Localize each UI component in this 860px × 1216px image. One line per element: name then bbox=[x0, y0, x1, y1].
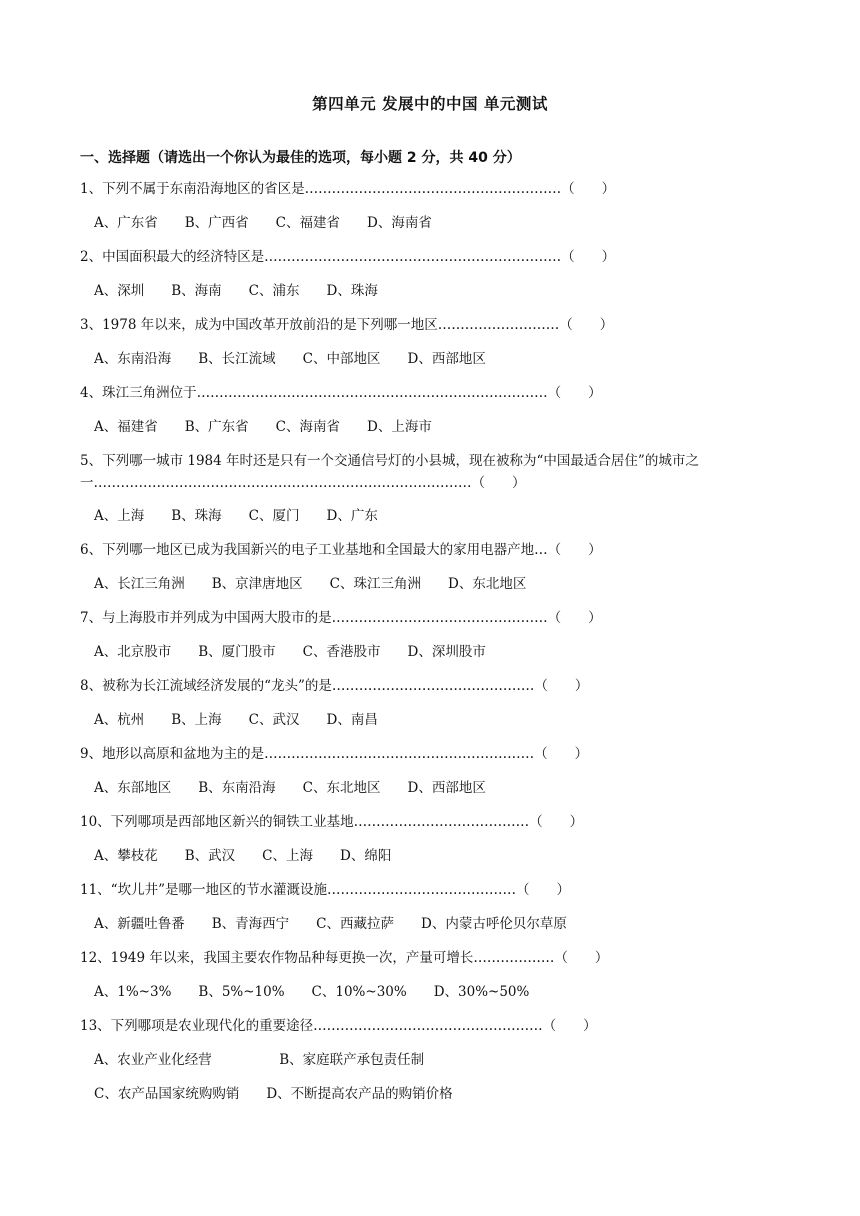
question-options: A、杭州 B、上海 C、武汉 D、南昌 bbox=[94, 712, 378, 728]
question-options: A、上海 B、珠海 C、厦门 D、广东 bbox=[94, 508, 378, 524]
question-options: A、东部地区 B、东南沿海 C、东北地区 D、西部地区 bbox=[94, 780, 486, 796]
question-options: A、北京股市 B、厦门股市 C、香港股市 D、深圳股市 bbox=[94, 644, 486, 660]
question-options: A、福建省 B、广东省 C、海南省 D、上海市 bbox=[94, 419, 432, 435]
question-text: 3、1978 年以来，成为中国改革开放前沿的是下列哪一地区………………………（ ） bbox=[80, 317, 614, 333]
question-text: 9、地形以高原和盆地为主的是……………………………………………………（ ） bbox=[80, 746, 589, 762]
question-options: A、东南沿海 B、长江流域 C、中部地区 D、西部地区 bbox=[94, 351, 486, 367]
question-text: 11、“坎儿井”是哪一地区的节水灌溉设施……………………………………（ ） bbox=[80, 882, 570, 898]
question-options: C、农产品国家统购购销 D、不断提高农产品的购销价格 bbox=[94, 1086, 453, 1102]
question-text: 7、与上海股市并列成为中国两大股市的是…………………………………………（ ） bbox=[80, 610, 602, 626]
question-options: A、攀枝花 B、武汉 C、上海 D、绵阳 bbox=[94, 848, 392, 864]
question-text: 8、被称为长江流域经济发展的“龙头”的是………………………………………（ ） bbox=[80, 678, 589, 694]
question-text: 6、下列哪一地区已成为我国新兴的电子工业基地和全国最大的家用电器产地…（ ） bbox=[80, 542, 602, 558]
question-options: A、广东省 B、广西省 C、福建省 D、海南省 bbox=[94, 215, 432, 231]
question-text: 2、中国面积最大的经济特区是…………………………………………………………（ ） bbox=[80, 249, 616, 265]
page-title: 第四单元 发展中的中国 单元测试 bbox=[312, 95, 548, 113]
question-text: 10、下列哪项是西部地区新兴的铜铁工业基地…………………………………（ ） bbox=[80, 814, 584, 830]
question-options: A、长江三角洲 B、京津唐地区 C、珠江三角洲 D、东北地区 bbox=[94, 576, 527, 592]
question-text: 12、1949 年以来，我国主要农作物品种每更换一次，产量可增长………………（ ） bbox=[80, 950, 609, 966]
question-text: 1、下列不属于东南沿海地区的省区是…………………………………………………（ ） bbox=[80, 181, 616, 197]
question-text: 4、珠江三角洲位于……………………………………………………………………（ ） bbox=[80, 385, 602, 401]
question-list bbox=[80, 178, 780, 1117]
question-options: A、深圳 B、海南 C、浦东 D、珠海 bbox=[94, 283, 378, 299]
section-heading: 一、选择题（请选出一个你认为最佳的选项，每小题 2 分，共 40 分） bbox=[80, 150, 521, 166]
question-options: A、农业产业化经营 B、家庭联产承包责任制 bbox=[94, 1052, 425, 1068]
question-options: A、新疆吐鲁番 B、青海西宁 C、西藏拉萨 D、内蒙古呼伦贝尔草原 bbox=[94, 916, 567, 932]
question-options: A、1%~3% B、5%~10% C、10%~30% D、30%~50% bbox=[94, 984, 530, 1000]
question-text: 5、下列哪一城市 1984 年时还是只有一个交通信号灯的小县城，现在被称为“中国最适合居住”的城市之一…………………………………………………………………………（ ） bbox=[80, 453, 699, 491]
question-text: 13、下列哪项是农业现代化的重要途径……………………………………………（ ） bbox=[80, 1018, 597, 1034]
